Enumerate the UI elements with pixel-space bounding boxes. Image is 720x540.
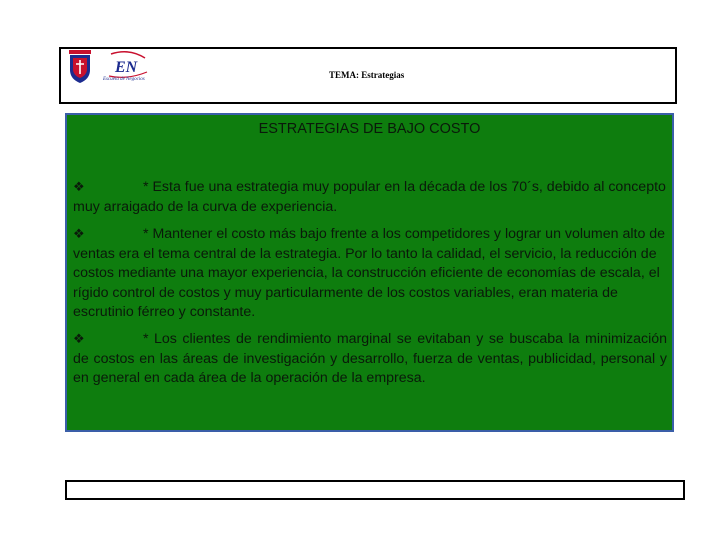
university-crest-logo xyxy=(67,50,93,84)
logo-caption: Escuela de Negocios xyxy=(103,77,145,82)
diamond-bullet-icon: ❖ xyxy=(73,332,85,347)
paragraph-text: * Los clientes de rendimiento marginal se evitaban y se buscaba la minimización de costos en las áreas de investigación y desarrollo, fuerza de ventas, publicidad, personal y en general en cada área de la operación de la empresa. xyxy=(73,331,667,386)
content-panel xyxy=(65,113,674,432)
paragraph-text: * Esta fue una estrategia muy popular en la década de los 70´s, debido al concepto muy arraigado de la curva de experiencia. xyxy=(73,179,666,215)
diamond-bullet-icon: ❖ xyxy=(73,227,85,242)
paragraph-text: * Mantener el costo más bajo frente a los competidores y lograr un volumen alto de ventas era el tema central de la estrategia. Por lo tanto la calidad, el servicio, la reducción de costos mediante una mayor experiencia, la construcción eficiente de economías de escala, el rígido control de costos y muy particularmente de los costos variables, eran materia de escrutinio férreo y constante. xyxy=(73,226,666,320)
bullet-paragraph-2 xyxy=(73,225,667,323)
bullet-paragraph-3 xyxy=(73,330,667,389)
header-box xyxy=(59,47,677,104)
diamond-bullet-icon: ❖ xyxy=(73,180,85,195)
page-title: TEMA: Estrategias xyxy=(329,70,405,80)
section-title: ESTRATEGIAS DE BAJO COSTO xyxy=(258,121,481,137)
bullet-paragraph-1 xyxy=(73,178,667,217)
svg-text:EN: EN xyxy=(115,59,138,76)
footer-box xyxy=(65,480,685,500)
